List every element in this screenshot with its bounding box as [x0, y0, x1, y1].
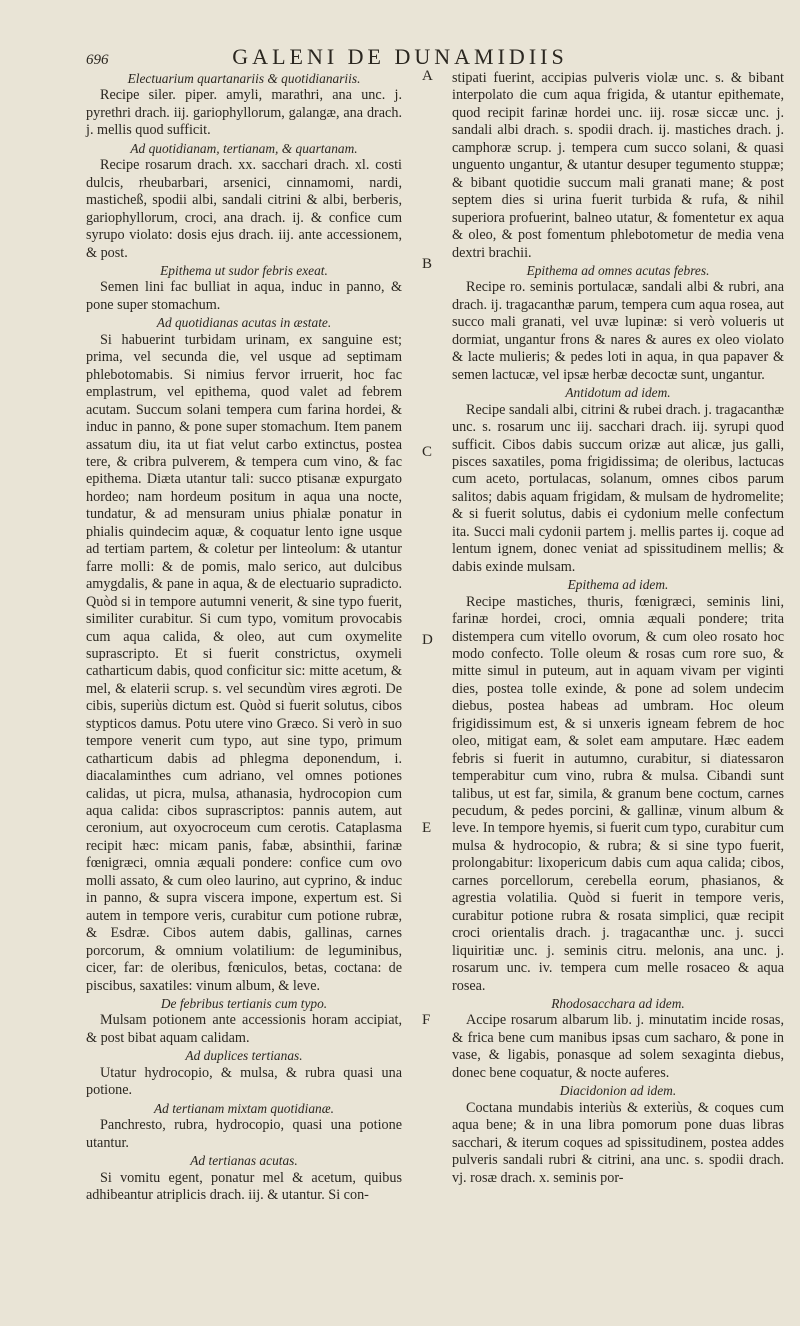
section-heading: Epithema ad idem. — [567, 577, 669, 593]
paragraph: Utatur hydrocopio, & mulsa, & rubra quasi una potione. — [86, 1064, 402, 1099]
margin-letter-d: D — [422, 632, 433, 648]
paragraph: Recipe ro. seminis portulacæ, sandali albi & rubri, ana drach. ij. tragacanthæ parum, tempera cum aqua rosea, aut succo mali granati, vel uvæ lupinæ: si verò volueris ut dormiat, ungantur frons & nares & aures ex oleo violato & lacte mulieris; & pedes loti in aqua, in qua papaver & semen lactucæ, vel ipsæ herbæ decoctæ sunt, ungantur. — [452, 279, 784, 383]
section-heading: Ad duplices tertianas. — [185, 1048, 303, 1064]
paragraph: Recipe siler. piper. amyli, marathri, ana unc. j. pyrethri drach. iij. gariophyllorum, galangæ, ana drach. j. mellis quod sufficit. — [86, 87, 402, 139]
section-heading: Antidotum ad idem. — [565, 385, 671, 401]
paragraph: Accipe rosarum albarum lib. j. minutatim incide rosas, & frica bene cum manibus ipsas cum sacharo, & pone in vase, & ligabis, ponasque ad solem sexaginta diebus, donec bene coquatur, & nocte auferes. — [452, 1012, 784, 1081]
section-heading: Rhodosacchara ad idem. — [551, 996, 685, 1012]
running-head: GALENI DE DUNAMIDIIS — [232, 44, 568, 69]
paragraph: Coctana mundabis interiùs & exteriùs, & coques cum aqua bene; & in una libra pomorum pone duas libras sacchari, & iterum coques ad spissitudinem, postea addes pulveris sandali rubri & citrini, ana unc. s. spodii drach. vj. rosæ drach. x. seminis por- — [452, 1099, 784, 1186]
section-heading: Ad tertianam mixtam quotidianæ. — [153, 1100, 335, 1116]
paragraph: Recipe mastiches, thuris, fœnigræci, seminis lini, farinæ hordei, croci, omnia æquali pondere; trita distempera cum vitello ovorum, & cum oleo rosato hoc modo confecto. Tolle oleum & rosas cum rore suo, & mitte simul in puteum, aut in aquam vivam per viginti dies, postea tolle exinde, & pone ad solem undecim diebus, postea habeas ad umbram. Hoc oleum frigidissimum est, & si unxeris igneam febrem de hoc oleo, mitigat eam, & solet eam amputare. Hæc eadem febris si fuerit in autumno, curabitur, si diatessaron temperabitur cum vino, rubra & mulsa. Cibandi sunt talibus, ut est far, simila, & granum bene coctum, carnes pecudum, & pedes porcini, & gallinæ, vinum album & leve. In tempore hyemis, si fuerit cum typo, curabitur cum mulsa & hydrocopio, & rubra; & si sine typo fuerit, prolongabitur: lixopericum dabis cum aqua calida; cibos, carnes porcellorum, cerebella eorum, phasianos, & agrestia volatilia. Quòd si fuerit in tempore veris, curabitur potione rubra & rosata simplici, quæ recipit croci orientalis drach. j. tragacanthæ unc. j. succi liquiritiæ unc. j. seminis citru. melonis, ana unc. j. rosarum unc. iv. tempera cum melle rosaceo & aqua rosea. — [452, 593, 784, 994]
left-column — [86, 70, 402, 1204]
margin-letter-c: C — [422, 444, 433, 460]
section-heading: Diacidonion ad idem. — [559, 1083, 677, 1099]
margin-letter-b: B — [422, 256, 433, 272]
margin-letter-f: F — [422, 1012, 431, 1028]
paragraph: Recipe sandali albi, citrini & rubei drach. j. tragacanthæ unc. s. rosarum unc iij. sacchari drach. iij. syrupi quod sufficit. Cibos dabis succum orizæ aut alicæ, jus galli, pisces saxatiles, poma frigidissima; de oleribus, lactucas cum aceto, portulacas, solanum, omnes cibos parum salitos; dabis aquam frigidam, & mulsam de hydromelite; & si fuerit solutus, dabis ei cydonium melle confectum ita. Succi mali cydonii partem j. mellis partes ij. coque ad lentum ignem, donec veniat ad spissitudinem mellis; & dabis exinde mulsam. — [452, 401, 784, 575]
paragraph: Si vomitu egent, ponatur mel & acetum, quibus adhibeantur atriplicis drach. iij. & utantur. Si con- — [86, 1169, 402, 1203]
page-number: 696 — [86, 52, 109, 68]
section-heading: Ad quotidianas acutas in æstate. — [156, 315, 332, 331]
paragraph: Si habuerint turbidam urinam, ex sanguine est; prima, vel secunda die, vel usque ad septimam phlebotomabis. Si nimius fervor irruerit, hoc fac emplastrum, vel epithema, quod valet ad febrem acutam. Succum solani tempera cum farina hordei, & induc in panno, & pone super stomachum. Item panem assatum diu, ita ut fiat velut carbo extinctus, postea tere, & cribra pulverem, & tempera cum vino, & fac epithema. Diæta utantur tali: succo ptisanæ expurgato hordeo; nam hordeum positum in aqua una nocte, tundatur, & ad mensuram unius phialæ ponatur in phialis quindecim aquæ, & coquatur lento igne usque ad tertiam partem, & coletur per linteolum: & utantur farre molli: & de pomis, malo serico, aut dulcibus amygdalis, & pane in aqua, & de electuario supradicto. Quòd si in tempore autumni venerit, & sine typo fuerit, similiter curabitur. Si cum typo, vomitum provocabis cum aqua calida, & oleo, aut cum oxymelite suprascripto. Et si fuerit constrictus, oxymeli catharticum dabis, quod conficitur sic: mitte acetum, & mel, & elaterii scrup. s. vel secundùm vires ægroti. De cibis, superiùs dictum est. Quòd si fuerit solutus, cibos stypticos damus. Potu utere vino Græco. Si verò in suo tempore venerit cum typo, aut sine typo, primum catharticum dabis ad phlegma deponendum, i. diacalaminthes cum adriano, vel omnes potiones calidas, ut picra, mulsa, athanasia, hydrocopion cum aqua calida: cibos suprascriptos: pannis autem, aut ceronium, aut oxyocroceum cum cerotis. Cataplasma recipit hæc: micam panis, fabæ, absinthii, farinæ fœnigræci, omnia æquali pondere: confice cum ovo molli assato, & cum oleo laurino, aut cyprino, & induc in panno, & supra viscera impone, expertum est. Si autem in tempore veris, curabitur cum potione rubræ, & Esdræ. Cibos autem dabis, gallinas, carnes porcorum, & omnium volatilium: de leguminibus, cicer, far: de oleribus, fœniculos, betas, coctana: de piscibus, saxatiles: vinum album, & leve. — [86, 331, 402, 994]
paragraph: Panchresto, rubra, hydrocopio, quasi una potione utantur. — [86, 1117, 402, 1151]
section-heading: Ad tertianas acutas. — [190, 1153, 298, 1169]
section-heading: Epithema ad omnes acutas febres. — [526, 262, 710, 278]
paragraph: Semen lini fac bulliat in aqua, induc in panno, & pone super stomachum. — [86, 279, 402, 313]
right-column — [452, 70, 784, 1187]
paragraph: Recipe rosarum drach. xx. sacchari drach. xl. costi dulcis, rheubarbari, arsenici, cinnamomi, nardi, masticheß, spodii albi, sandali citrini & albi, berberis, gariophyllorum, croci, ana drach. ij. & confice cum syrupo violato: dosis ejus drach. iij. ante accessionem, & post. — [86, 157, 402, 261]
margin-letter-a: A — [422, 68, 433, 84]
section-heading: De febribus tertianis cum typo. — [160, 996, 328, 1012]
margin-letter-e: E — [422, 820, 432, 836]
paragraph: Mulsam potionem ante accessionis horam accipiat, & post bibat aquam calidam. — [86, 1012, 402, 1046]
section-heading: Ad quotidianam, tertianam, & quartanam. — [130, 140, 358, 156]
paragraph: stipati fuerint, accipias pulveris violæ unc. s. & bibant interpolato die cum aqua frigida, & utantur epithemate, quod recipit farinæ hordei unc. iij. rosæ siccæ unc. j. sandali albi drach. s. spodii drach. ij. mastiches drach. j. camphoræ scrup. j. tempera cum succo solani, & quasi unguento ungantur, & utantur desuper tegumento stuppæ; & bibant quotidie succum mali granati mane; & post septem dies si urina fuerit turbida & rufa, & nihil superiora profuerint, balneo utatur, & fomentetur ex aqua & oleo, & post fomentum phlebotometur de media vena dextri brachii. — [452, 70, 784, 261]
section-heading: Epithema ut sudor febris exeat. — [160, 262, 328, 278]
section-heading: Electuarium quartanariis & quotidianariis. — [127, 71, 361, 86]
